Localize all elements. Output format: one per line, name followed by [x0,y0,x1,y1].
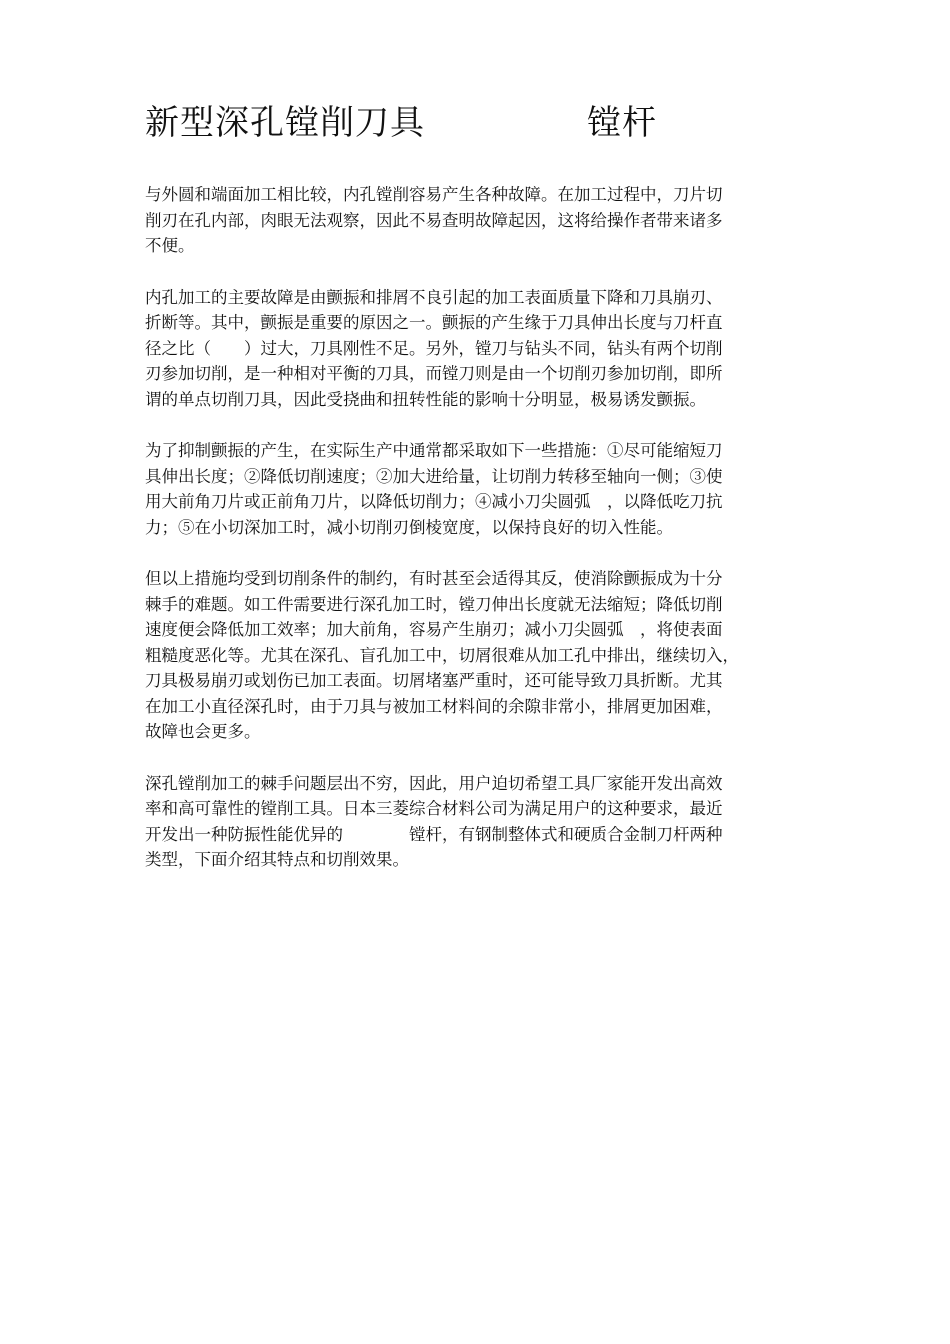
paragraph [145,438,815,540]
paragraph-line: 粗糙度恶化等。尤其在深孔、盲孔加工中，切屑很难从加工孔中排出，继续切入， [145,645,739,665]
paragraph-line: 削刃在孔内部，肉眼无法观察，因此不易查明故障起因，这将给操作者带来诸多 [145,210,723,230]
paragraph-line: 率和高可靠性的镗削工具。日本三菱综合材料公司为满足用户的这种要求，最近 [145,799,723,818]
paragraph-line: 与外圆和端面加工相比较，内孔镗削容易产生各种故障。在加工过程中，刀片切 [145,185,723,204]
title-suffix: 镗杆 [587,103,657,143]
paragraph-line: 刃参加切削，是一种相对平衡的刀具，而镗刀则是由一个切削刃参加切削，即所 [145,364,723,383]
paragraph-line: 为了抑制颤振的产生，在实际生产中通常都采取如下一些措施：①尽可能缩短刀 [145,441,723,460]
paragraph-line: 在加工小直径深孔时，由于刀具与被加工材料间的余隙非常小，排屑更加困难， [145,696,723,716]
paragraph-line: 折断等。其中，颤振是重要的原因之一。颤振的产生缘于刀具伸出长度与刀杆直 [145,313,723,332]
title-main: 新型深孔镗削刀具 [145,103,425,143]
paragraph-line: 谓的单点切削刀具，因此受挠曲和扭转性能的影响十分明显，极易诱发颤振。 [145,389,706,409]
paragraph-line: 速度便会降低加工效率；加大前角，容易产生崩刃；减小刀尖圆弧 ，将使表面 [145,620,723,639]
paragraph [145,771,815,873]
paragraph-line: 力；⑤在小切深加工时，减小切削刃倒棱宽度，以保持良好的切入性能。 [145,517,673,537]
paragraph [145,566,815,745]
paragraph-line: 具伸出长度；②降低切削速度；②加大进给量，让切削力转移至轴向一侧；③使 [145,466,723,486]
document-title [145,98,825,148]
document-body [145,182,815,899]
paragraph [145,285,815,413]
paragraph-line: 用大前角刀片或正前角刀片，以降低切削力；④减小刀尖圆弧 ，以降低吃刀抗 [145,492,723,511]
paragraph-line: 开发出一种防振性能优异的 镗杆，有钢制整体式和硬质合金制刀杆两种 [145,824,723,844]
paragraph-line: 但以上措施均受到切削条件的制约，有时甚至会适得其反，使消除颤振成为十分 [145,569,723,588]
paragraph-line: 类型，下面介绍其特点和切削效果。 [145,850,409,869]
paragraph-line: 内孔加工的主要故障是由颤振和排屑不良引起的加工表面质量下降和刀具崩刃、 [145,287,723,307]
paragraph-line: 刀具极易崩刃或划伤已加工表面。切屑堵塞严重时，还可能导致刀具折断。尤其 [145,671,723,690]
paragraph-line: 深孔镗削加工的棘手问题层出不穷，因此，用户迫切希望工具厂家能开发出高效 [145,773,723,793]
paragraph-line: 不便。 [145,236,195,255]
paragraph-line: 故障也会更多。 [145,722,261,741]
paragraph-line: 棘手的难题。如工件需要进行深孔加工时，镗刀伸出长度就无法缩短；降低切削 [145,594,723,614]
paragraph [145,182,815,259]
paragraph-line: 径之比（ ）过大，刀具刚性不足。另外，镗刀与钻头不同，钻头有两个切削 [145,338,723,358]
